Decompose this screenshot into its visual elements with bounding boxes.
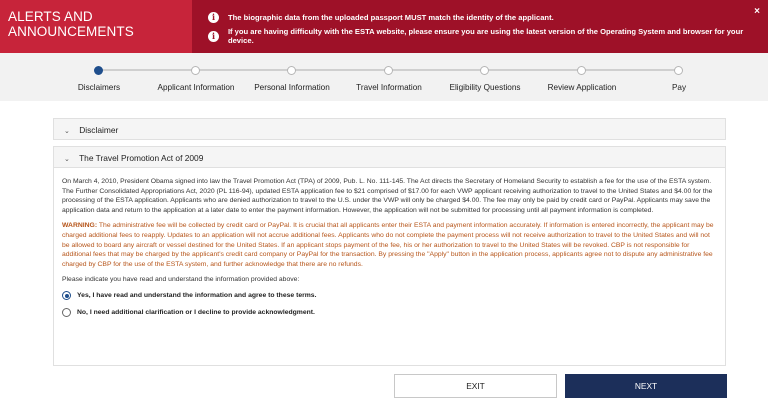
alert-message-text: The biographic data from the uploaded passport MUST match the identity of the applicant. — [228, 12, 554, 22]
accordion-title: The Travel Promotion Act of 2009 — [79, 153, 204, 163]
radio-option-no[interactable] — [62, 308, 717, 317]
step-dot — [287, 66, 296, 75]
alert-message — [208, 28, 768, 44]
step-label: Eligibility Questions — [449, 83, 521, 92]
step-label: Travel Information — [356, 83, 422, 92]
next-button[interactable]: NEXT — [565, 374, 727, 398]
warning-text — [62, 221, 717, 269]
progress-tracker — [0, 53, 768, 101]
step-label: Applicant Information — [157, 83, 235, 92]
alerts-title: ALERTS AND ANNOUNCEMENTS — [0, 0, 192, 53]
info-icon: i — [208, 12, 219, 23]
warning-body: The administrative fee will be collected by credit card or PayPal. It is crucial that all applicants enter their ESTA and payment information accurately. If information is entered incorrectly, the applicant may be charged additional fees to reapply. Updates to an application will not accrue additional fees. Applicants who do not complete the payment process will not receive authorization to travel to the United States and will not be allowed to board any aircraft or vessel destined for the United States. If an applicant stops payment of the fee, his or her authorization to travel to the United States will be revoked. CBP is not responsible for additional fees that may be charged by the applicant's credit card company or PayPal for the transaction. By pressing the "Apply" button in the application process, applicants agree not to dispute any administrative fee charged by CBP for the use of the ESTA system, and further acknowledge that there are no refunds. — [62, 222, 714, 268]
close-icon[interactable]: × — [754, 6, 760, 17]
radio-label: No, I need additional clarification or I decline to provide acknowledgment. — [77, 309, 315, 317]
chevron-down-icon: ⌄ — [64, 128, 70, 135]
warning-label: WARNING: — [62, 222, 98, 230]
accordion-title: Disclaimer — [79, 125, 119, 135]
acknowledgment-prompt: Please indicate you have read and understand the information provided above: — [62, 276, 300, 284]
alerts-banner — [0, 0, 768, 53]
step-label: Personal Information — [254, 83, 330, 92]
info-icon: i — [208, 31, 219, 42]
step-dot — [480, 66, 489, 75]
step-dot — [577, 66, 586, 75]
tpa-accordion-header[interactable] — [54, 147, 725, 168]
tpa-accordion — [53, 146, 726, 366]
alerts-messages — [192, 0, 768, 53]
tpa-content — [54, 168, 725, 317]
exit-button[interactable]: EXIT — [394, 374, 557, 398]
step-label: Pay — [671, 83, 687, 92]
step-label: Review Application — [547, 83, 617, 92]
alert-message-text: If you are having difficulty with the ESTA website, please ensure you are using the latest version of the Operating System and browser for your device. — [227, 27, 744, 45]
radio-label: Yes, I have read and understand the information and agree to these terms. — [77, 292, 317, 300]
disclaimer-accordion[interactable] — [53, 118, 726, 140]
alert-message — [208, 9, 768, 25]
step-label: Disclaimers — [77, 83, 121, 92]
step-dot — [191, 66, 200, 75]
step-dot-active — [94, 66, 103, 75]
step-pay[interactable] — [619, 53, 739, 101]
step-dot — [674, 66, 683, 75]
radio-button-checked[interactable] — [62, 291, 71, 300]
radio-button[interactable] — [62, 308, 71, 317]
radio-option-yes[interactable] — [62, 291, 717, 300]
step-dot — [384, 66, 393, 75]
chevron-down-icon: ⌄ — [64, 156, 70, 163]
tpa-paragraph: On March 4, 2010, President Obama signed into law the Travel Promotion Act (TPA) of 2009, Pub. L. No. 111-145. The Act directs the Secretary of Homeland Security to establish a fee for the use of the ESTA system. The Further Consolidated Appropriations Act, 2020 (PL 116-94), updated ESTA application fee to $21 comprised of $17.00 for each VWP applicant receiving authorization to travel to the United States and $4.00 for the processing of the ESTA application. Applicants who are denied authorization to travel to the U.S. under the VWP will only be charged $4.00. The fee may only be paid by credit card or PayPal. Applicants may save the application data and return to the application at a later date to enter the payment information. However, the application will not be submitted for processing until all payment information is completed. — [62, 178, 713, 214]
